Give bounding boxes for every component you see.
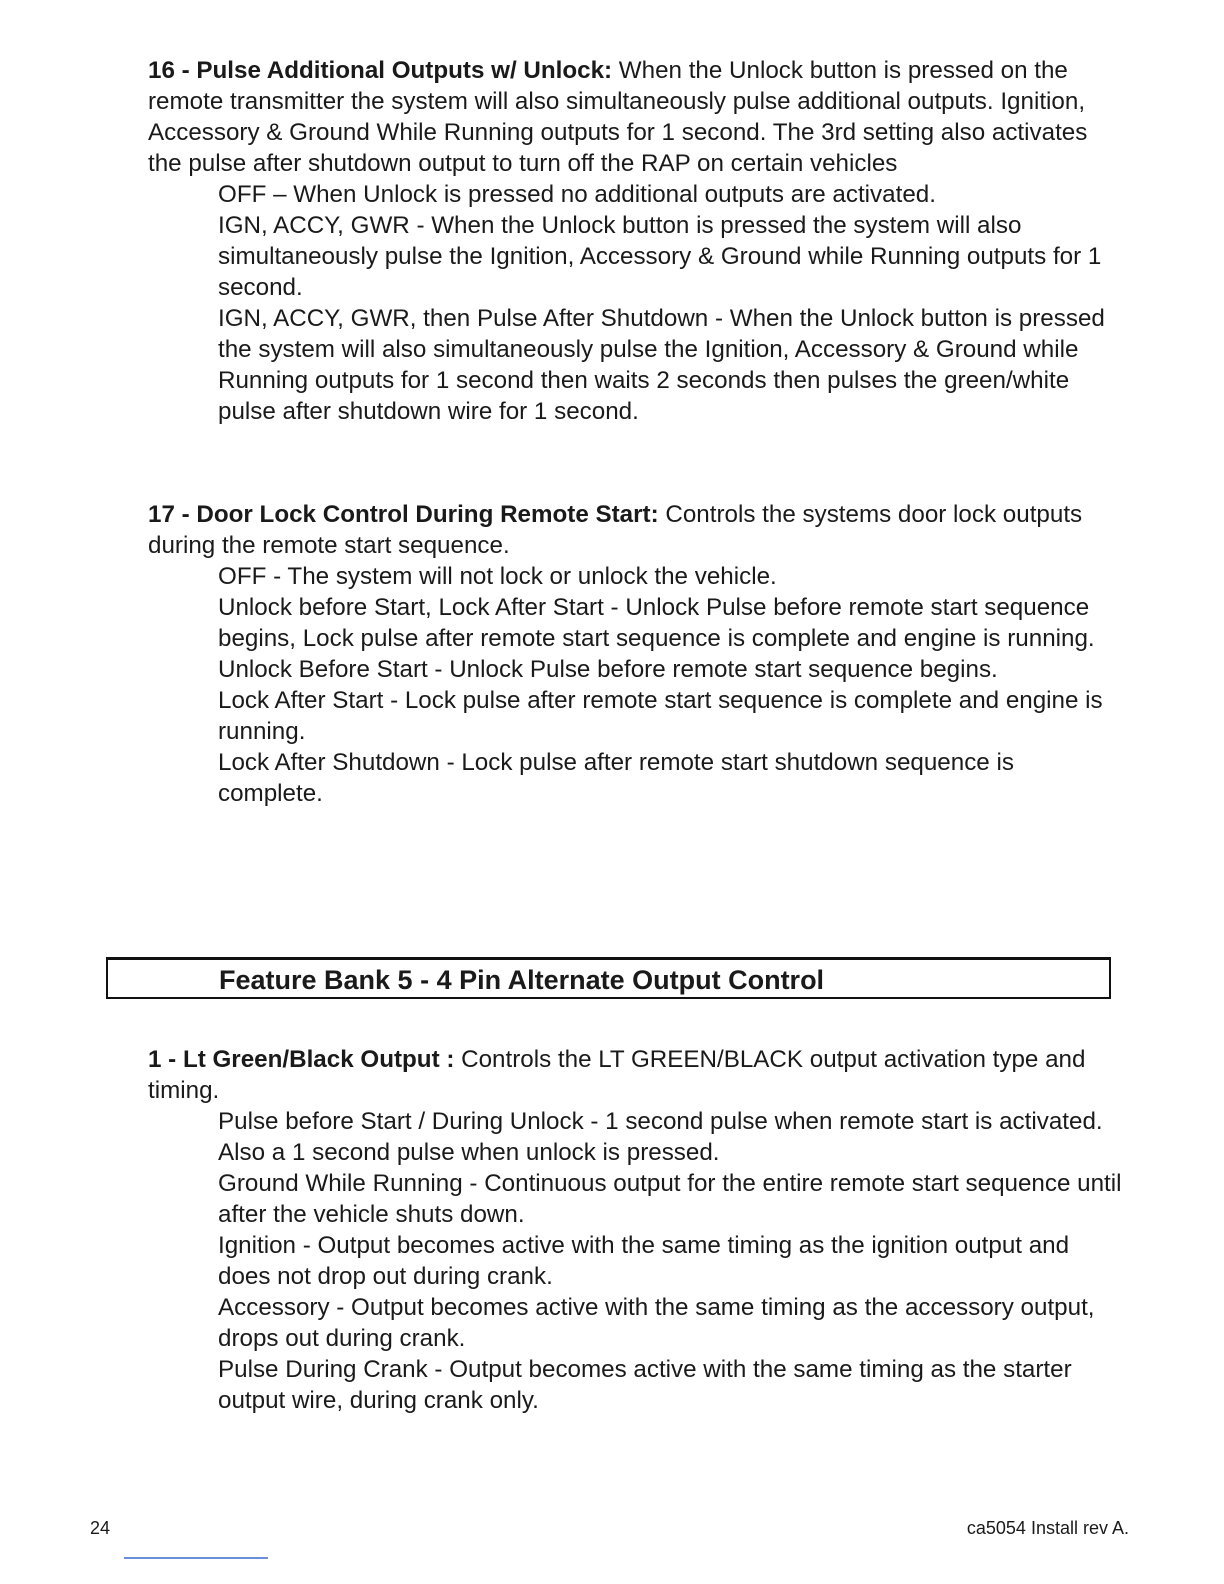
option-item: IGN, ACCY, GWR - When the Unlock button is pressed the system will also simultaneously pulse the Ignition, Accessory & Ground while Running outputs for 1 second. — [218, 212, 1102, 301]
document-id: ca5054 Install rev A. — [966, 1518, 1129, 1538]
section-16 — [148, 55, 1123, 427]
option-item: Pulse During Crank - Output becomes active with the same timing as the starter output wire, during crank only. — [218, 1356, 1072, 1414]
feature-bank-title: Feature Bank 5 - 4 Pin Alternate Output Control — [219, 965, 825, 995]
option-item: Unlock before Start, Lock After Start - Unlock Pulse before remote start sequence begins, Lock pulse after remote start sequence is complete and engine is running. — [218, 594, 1095, 652]
option-item: IGN, ACCY, GWR, then Pulse After Shutdown - When the Unlock button is pressed the system will also simultaneously pulse the Ignition, Accessory & Ground while Running outputs for 1 second then waits 2 seconds then pulses the green/white pulse after shutdown wire for 1 second. — [218, 305, 1105, 425]
option-item: Accessory - Output becomes active with the same timing as the accessory output, drops out during crank. — [218, 1294, 1095, 1352]
option-item: Ignition - Output becomes active with the same timing as the ignition output and does not drop out during crank. — [218, 1232, 1070, 1290]
section-lt-green-black-description: 1 - Lt Green/Black Output : Controls the LT GREEN/BLACK output activation type and timing. — [148, 1046, 1086, 1104]
option-item: OFF - The system will not lock or unlock the vehicle. — [218, 563, 777, 590]
section-16-description: 16 - Pulse Additional Outputs w/ Unlock: When the Unlock button is pressed on the remote transmitter the system will also simultaneously pulse additional outputs. Ignition, Accessory & Ground While Running outputs for 1 second. The 3rd setting also activates the pulse after shutdown output to turn off the RAP on certain vehicles — [148, 57, 1088, 177]
section-17-title: 17 - Door Lock Control During Remote Start: — [148, 501, 659, 528]
section-17 — [148, 499, 1123, 809]
page-number: 24 — [90, 1518, 111, 1538]
section-17-description: 17 - Door Lock Control During Remote Start: Controls the systems door lock outputs during the remote start sequence. — [148, 501, 1083, 559]
option-item: Pulse before Start / During Unlock - 1 second pulse when remote start is activated. Also a 1 second pulse when unlock is pressed. — [218, 1108, 1103, 1166]
option-item: OFF – When Unlock is pressed no additional outputs are activated. — [218, 181, 936, 208]
section-lt-green-black — [148, 1044, 1123, 1416]
option-item: Ground While Running - Continuous output for the entire remote start sequence until after the vehicle shuts down. — [218, 1170, 1122, 1228]
section-17-options — [218, 561, 1123, 809]
section-lt-green-black-title: 1 - Lt Green/Black Output : — [148, 1046, 455, 1073]
option-item: Lock After Shutdown - Lock pulse after remote start shutdown sequence is complete. — [218, 749, 1014, 807]
section-lt-green-black-options — [218, 1106, 1123, 1416]
feature-bank-banner — [106, 957, 1111, 999]
option-item: Unlock Before Start - Unlock Pulse before remote start sequence begins. — [218, 656, 998, 683]
section-16-options — [218, 179, 1123, 427]
option-item: Lock After Start - Lock pulse after remote start sequence is complete and engine is running. — [218, 687, 1103, 745]
scan-mark-divider — [124, 1557, 268, 1559]
section-16-title: 16 - Pulse Additional Outputs w/ Unlock: — [148, 57, 613, 84]
